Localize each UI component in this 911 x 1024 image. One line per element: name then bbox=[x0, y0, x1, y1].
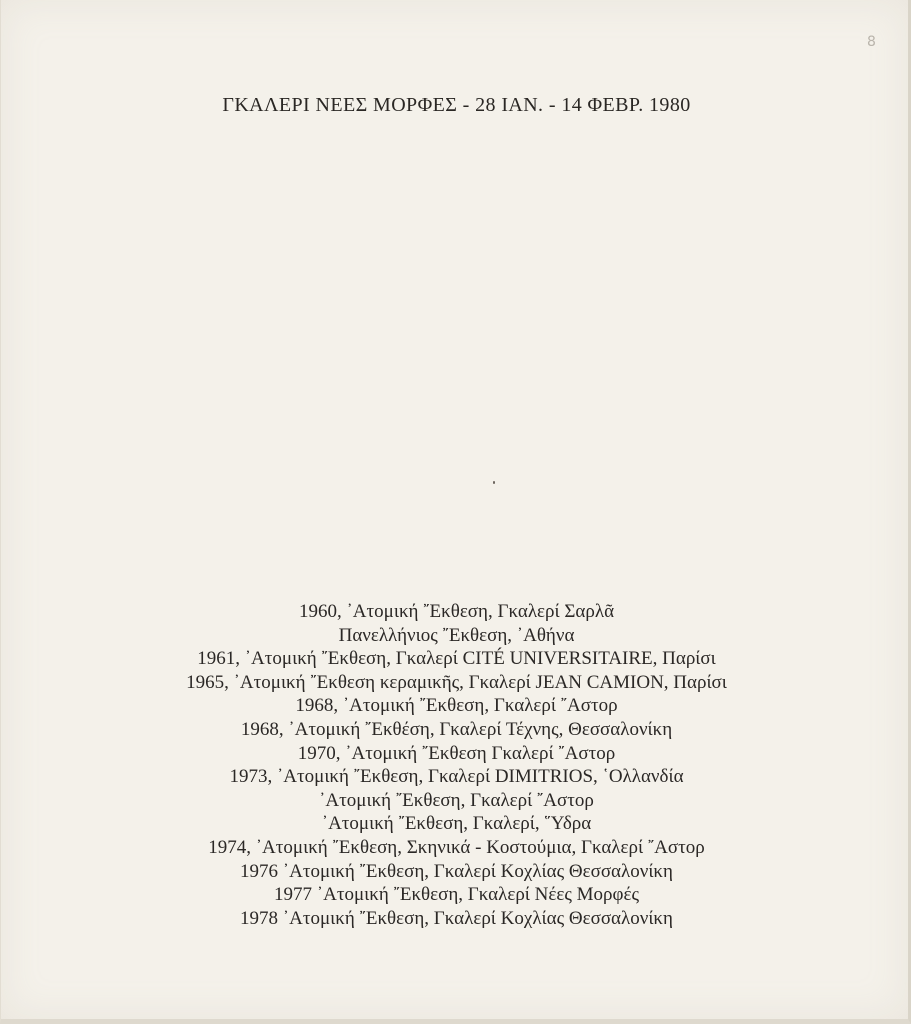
exhibition-entry: 1974, ᾽Ατομική ῎Εκθεση, Σκηνικά - Κοστούμια, Γκαλερί ῎Αστορ bbox=[208, 836, 705, 858]
exhibition-entry: Πανελλήνιος ῎Εκθεση, ᾽Αθήνα bbox=[338, 624, 575, 646]
exhibition-entry: 1965, ᾽Ατομική ῎Εκθεση κεραμικῆς, Γκαλερί JEAN CAMION, Παρίσι bbox=[186, 671, 727, 693]
exhibition-entry: 1973, ᾽Ατομική ῎Εκθεση, Γκαλερί DIMITRIOS, ῾Ολλανδία bbox=[229, 766, 684, 788]
exhibition-entry: 1978 ᾽Ατομική ῎Εκθεση, Γκαλερί Κοχλίας Θεσσαλονίκη bbox=[240, 907, 673, 929]
pencil-page-number: 8 bbox=[867, 34, 876, 50]
exhibition-entry: ᾽Ατομική ῎Εκθεση, Γκαλερί ῎Αστορ bbox=[319, 789, 594, 811]
exhibition-list bbox=[1, 600, 911, 930]
exhibition-entry: 1970, ᾽Ατομική ῎Εκθεση Γκαλερί ῎Αστορ bbox=[297, 742, 616, 764]
exhibition-entry: 1977 ᾽Ατομική ῎Εκθεση, Γκαλερί Νέες Μορφές bbox=[274, 884, 639, 906]
exhibition-heading: ΓΚΑΛΕΡΙ ΝΕΕΣ ΜΟΡΦΕΣ - 28 ΙΑΝ. - 14 ΦΕΒΡ. 1980 bbox=[222, 94, 691, 116]
exhibition-entry: ᾽Ατομική ῎Εκθεση, Γκαλερί, ῞Υδρα bbox=[321, 813, 592, 835]
exhibition-entry: 1968, ᾽Ατομική ῎Εκθέση, Γκαλερί Τέχνης, Θεσσαλονίκη bbox=[240, 718, 673, 740]
exhibition-entry: 1968, ᾽Ατομική ῎Εκθεση, Γκαλερί ῎Αστορ bbox=[295, 695, 618, 717]
exhibition-entry: 1961, ᾽Ατομική ῎Εκθεση, Γκαλερί CITÉ UNIVERSITAIRE, Παρίσι bbox=[197, 648, 716, 670]
paper-speck bbox=[493, 481, 495, 484]
exhibition-entry: 1976 ᾽Ατομική ῎Εκθεση, Γκαλερί Κοχλίας Θεσσαλονίκη bbox=[240, 860, 673, 882]
exhibition-entry: 1960, ᾽Ατομική ῎Εκθεση, Γκαλερί Σαρλᾶ bbox=[298, 601, 615, 622]
